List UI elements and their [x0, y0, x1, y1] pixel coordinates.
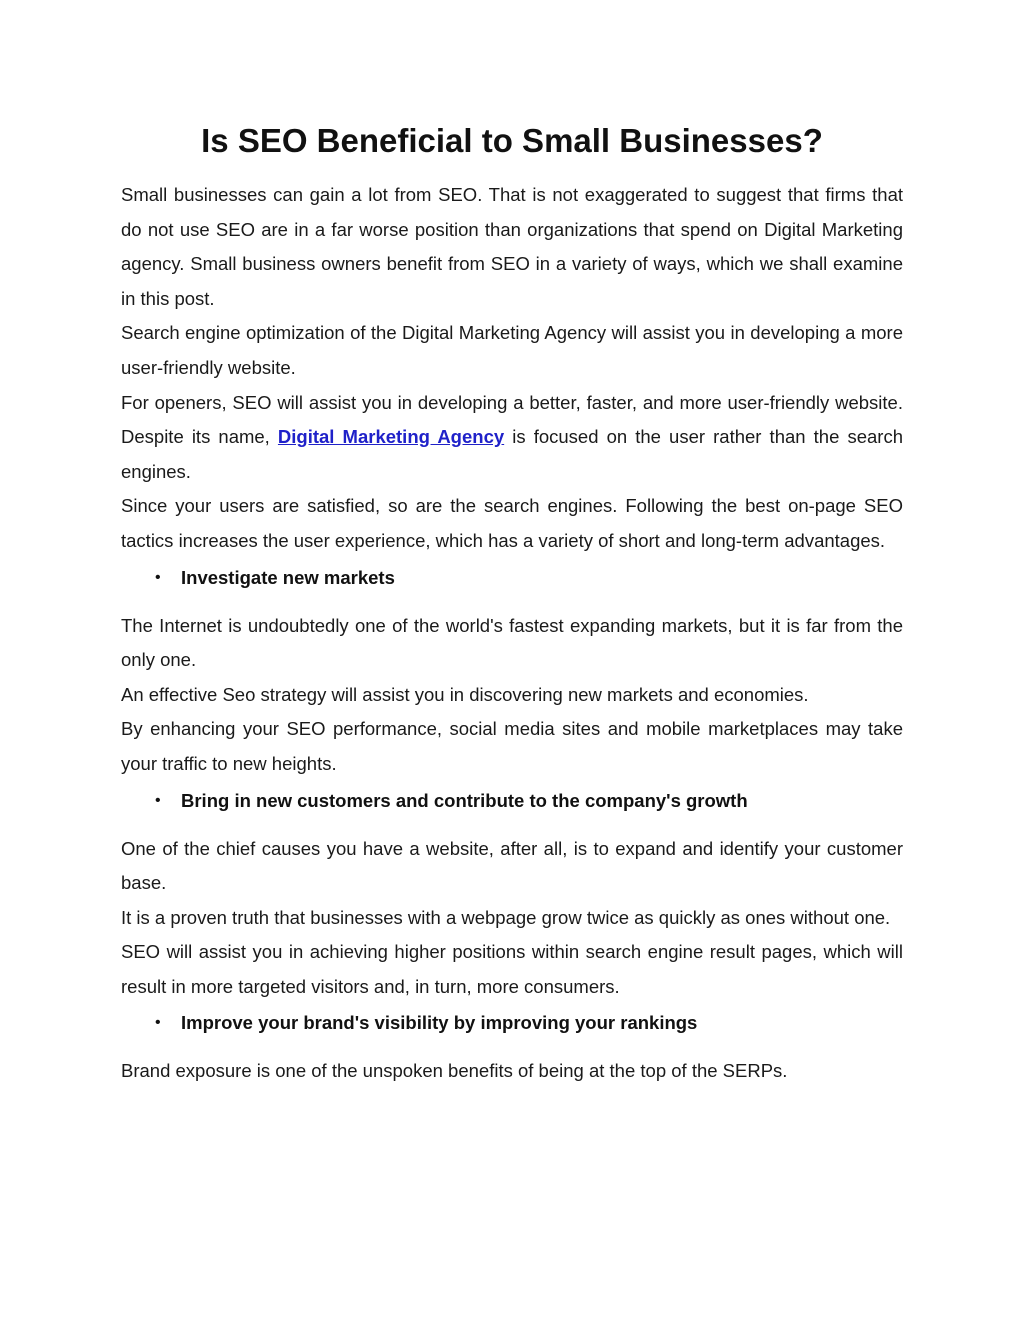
document-title: Is SEO Beneficial to Small Businesses? [201, 122, 823, 159]
bullet-item-brand-visibility [121, 1006, 903, 1040]
paragraph-openers-text-end: is focused on the user rather than the search engines. [121, 426, 903, 482]
paragraph-users-satisfied: Since your users are satisfied, so are the search engines. Following the best on-page SEO tactics increases the user experience, which has a variety of short and long-term advantages. [121, 495, 903, 551]
paragraph-intro: Small businesses can gain a lot from SEO. That is not exaggerated to suggest that firms that do not use SEO are in a far worse position than organizations that spend on Digital Marketing agency. Small business owners benefit from SEO in a variety of ways, which we shall examine in this post. [121, 184, 903, 309]
bullet-item-new-markets [121, 561, 903, 595]
bullet-dot-icon: • [155, 568, 161, 586]
bullet-item-new-customers [121, 784, 903, 818]
bullet-dot-icon: • [155, 1014, 161, 1032]
paragraph-openers [121, 386, 903, 490]
bullet-dot-icon: • [155, 791, 161, 809]
paragraph-openers-text-start: For openers, SEO will assist you in developing a better, faster, and more user-friendly website. Despite its name, [121, 391, 903, 448]
paragraph-internet-markets: The Internet is undoubtedly one of the world's fastest expanding markets, but it is far from the only one. [121, 614, 903, 671]
paragraph-higher-positions: SEO will assist you in achieving higher positions within search engine result pages, which will result in more targeted visitors and, in turn, more consumers. [121, 941, 903, 997]
paragraph-brand-exposure: Brand exposure is one of the unspoken benefits of being at the top of the SERPs. [121, 1060, 788, 1082]
bullet-heading: Investigate new markets [181, 566, 395, 588]
paragraph-seo-strategy: An effective Seo strategy will assist you in discovering new markets and economies. [121, 683, 809, 705]
paragraph-proven-truth: It is a proven truth that businesses with a webpage grow twice as quickly as ones without one. [121, 906, 891, 928]
paragraph-customer-base: One of the chief causes you have a website, after all, is to expand and identify your customer base. [121, 837, 903, 894]
digital-marketing-agency-link[interactable]: Digital Marketing Agency [277, 426, 505, 448]
bullet-heading: Improve your brand's visibility by improving your rankings [181, 1012, 698, 1034]
bullet-heading: Bring in new customers and contribute to the company's growth [181, 789, 748, 811]
document-page [121, 118, 903, 1089]
paragraph-user-friendly: Search engine optimization of the Digital Marketing Agency will assist you in developing a more user-friendly website. [121, 322, 903, 378]
paragraph-seo-performance: By enhancing your SEO performance, social media sites and mobile marketplaces may take your traffic to new heights. [121, 718, 903, 774]
